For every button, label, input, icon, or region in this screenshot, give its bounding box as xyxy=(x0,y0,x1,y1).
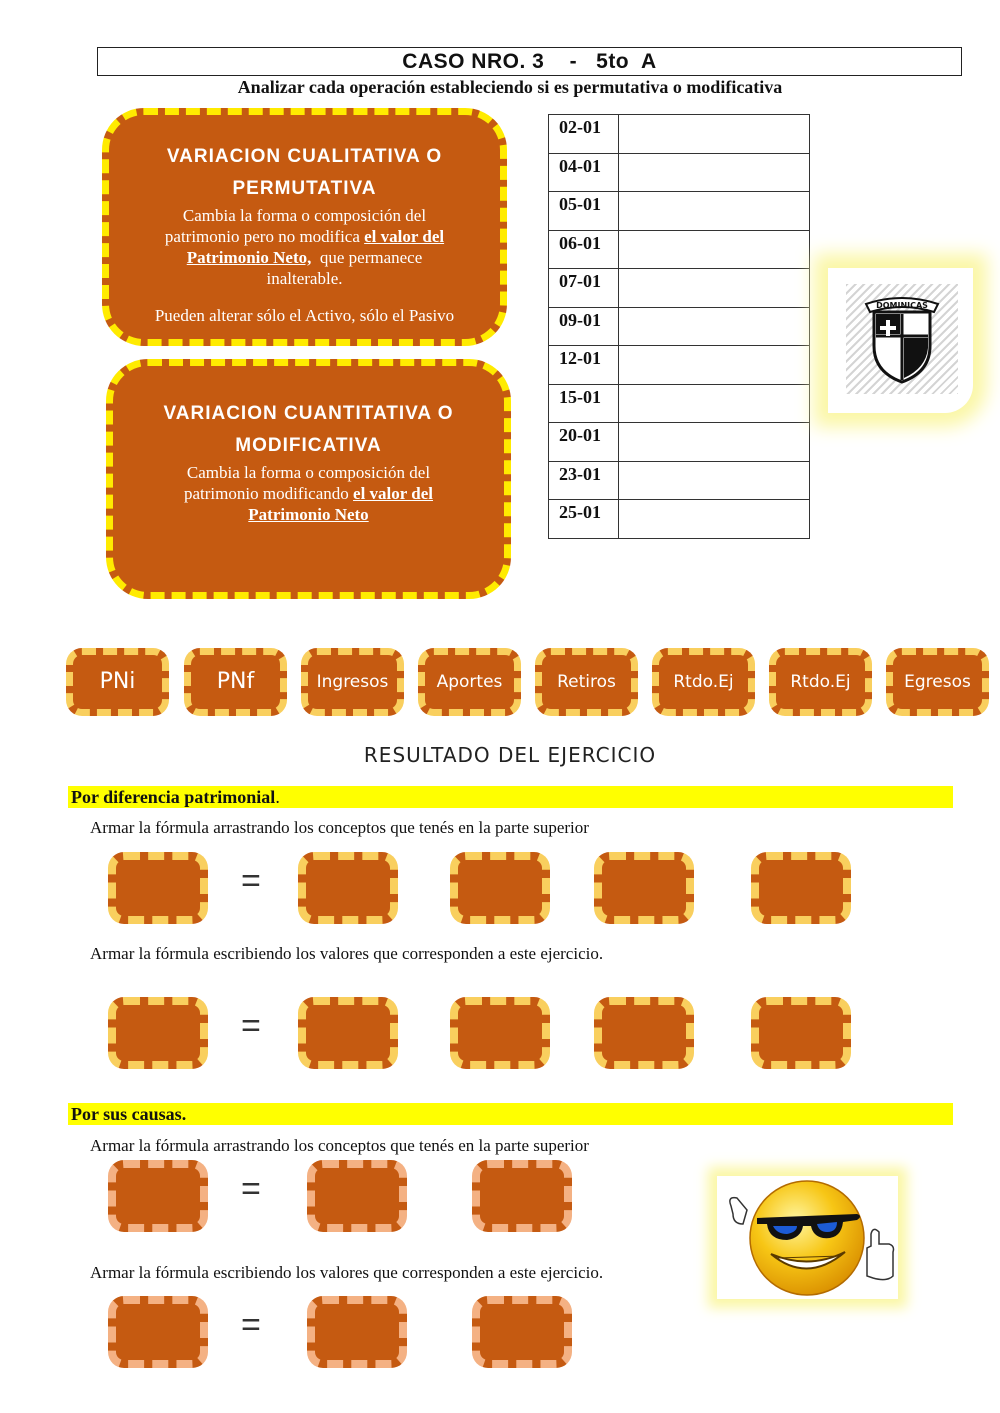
cuantitativa-heading-line1: VARIACION CUANTITATIVA O xyxy=(163,403,454,424)
result-title: RESULTADO DEL EJERCICIO xyxy=(363,743,657,767)
formula-result-slot[interactable] xyxy=(108,997,208,1069)
variacion-cuantitativa-box xyxy=(106,359,511,599)
date-row xyxy=(549,192,810,231)
concept-chip-rtdoej[interactable]: Rtdo.Ej xyxy=(652,648,755,716)
instruction-drag-2: Armar la fórmula arrastrando los conceptos que tenés en la parte superior xyxy=(90,1136,589,1155)
equals-sign: = xyxy=(241,1170,261,1208)
formula-result-slot[interactable] xyxy=(108,1160,208,1232)
date-row xyxy=(549,423,810,462)
date-cell: 25-01 xyxy=(549,500,619,539)
variacion-cualitativa-box xyxy=(102,108,507,346)
date-cell: 06-01 xyxy=(549,230,619,269)
date-row xyxy=(549,384,810,423)
classification-drop-cell[interactable] xyxy=(619,423,810,462)
cualitativa-text: Cambia la forma o composición del patrimonio pero no modifica el valor del Patrimonio Neto, que permanece inalterable. xyxy=(164,206,445,288)
dates-table xyxy=(548,114,810,539)
formula-term-slot[interactable] xyxy=(594,852,694,924)
section-diferencia-patrimonial: Por diferencia patrimonial. xyxy=(68,786,953,808)
date-row xyxy=(549,115,810,154)
classification-drop-cell[interactable] xyxy=(619,153,810,192)
logo-card xyxy=(828,268,973,413)
formula-result-slot[interactable] xyxy=(108,852,208,924)
classification-drop-cell[interactable] xyxy=(619,269,810,308)
instruction-write-2: Armar la fórmula escribiendo los valores que corresponden a este ejercicio. xyxy=(90,1263,604,1282)
page-subtitle: Analizar cada operación estableciendo si es permutativa o modificativa xyxy=(237,77,783,97)
concept-chip-pni[interactable]: PNi xyxy=(66,648,169,716)
cuantitativa-text: Cambia la forma o composición del patrimonio modificando el valor del Patrimonio Neto xyxy=(184,463,433,524)
date-cell: 12-01 xyxy=(549,346,619,385)
concept-chip-aportes[interactable]: Aportes xyxy=(418,648,521,716)
date-row xyxy=(549,346,810,385)
page-title: CASO NRO. 3 - 5to A xyxy=(97,47,962,76)
classification-drop-cell[interactable] xyxy=(619,192,810,231)
formula-term-slot[interactable] xyxy=(298,852,398,924)
formula-term-slot[interactable] xyxy=(450,997,550,1069)
equals-sign: = xyxy=(241,862,261,900)
date-cell: 04-01 xyxy=(549,153,619,192)
classification-drop-cell[interactable] xyxy=(619,500,810,539)
cualitativa-note: Pueden alterar sólo el Activo, sólo el Pasivo xyxy=(154,306,455,325)
classification-drop-cell[interactable] xyxy=(619,461,810,500)
date-cell: 05-01 xyxy=(549,192,619,231)
dominicas-shield-icon xyxy=(846,284,958,394)
instruction-drag-1: Armar la fórmula arrastrando los conceptos que tenés en la parte superior xyxy=(90,818,589,837)
concept-chip-retiros[interactable]: Retiros xyxy=(535,648,638,716)
concept-chip-ingresos[interactable]: Ingresos xyxy=(301,648,404,716)
formula-term-slot[interactable] xyxy=(472,1296,572,1368)
logo-label: DOMINICAS xyxy=(876,301,928,310)
smiley-card xyxy=(717,1176,898,1299)
concept-chip-pnf[interactable]: PNf xyxy=(184,648,287,716)
date-row xyxy=(549,307,810,346)
formula-term-slot[interactable] xyxy=(751,997,851,1069)
date-cell: 20-01 xyxy=(549,423,619,462)
date-row xyxy=(549,269,810,308)
formula-result-slot[interactable] xyxy=(108,1296,208,1368)
classification-drop-cell[interactable] xyxy=(619,230,810,269)
cualitativa-heading-line2: PERMUTATIVA xyxy=(232,178,377,199)
formula-term-slot[interactable] xyxy=(298,997,398,1069)
cool-smiley-thumbs-up-icon xyxy=(717,1176,898,1299)
classification-drop-cell[interactable] xyxy=(619,307,810,346)
date-cell: 07-01 xyxy=(549,269,619,308)
equals-sign: = xyxy=(241,1306,261,1344)
classification-drop-cell[interactable] xyxy=(619,115,810,154)
classification-drop-cell[interactable] xyxy=(619,346,810,385)
date-cell: 09-01 xyxy=(549,307,619,346)
date-cell: 15-01 xyxy=(549,384,619,423)
formula-term-slot[interactable] xyxy=(472,1160,572,1232)
date-cell: 02-01 xyxy=(549,115,619,154)
section-por-sus-causas: Por sus causas. xyxy=(68,1103,953,1125)
formula-term-slot[interactable] xyxy=(450,852,550,924)
formula-term-slot[interactable] xyxy=(307,1160,407,1232)
date-row xyxy=(549,230,810,269)
date-row xyxy=(549,153,810,192)
instruction-write-1: Armar la fórmula escribiendo los valores que corresponden a este ejercicio. xyxy=(90,944,604,963)
cuantitativa-heading-line2: MODIFICATIVA xyxy=(235,435,382,456)
date-cell: 23-01 xyxy=(549,461,619,500)
equals-sign: = xyxy=(241,1007,261,1045)
concept-chip-egresos[interactable]: Egresos xyxy=(886,648,989,716)
formula-term-slot[interactable] xyxy=(751,852,851,924)
cualitativa-heading-line1: VARIACION CUALITATIVA O xyxy=(166,146,443,167)
logo-background xyxy=(846,284,958,394)
classification-drop-cell[interactable] xyxy=(619,384,810,423)
date-row xyxy=(549,461,810,500)
formula-term-slot[interactable] xyxy=(594,997,694,1069)
concept-chip-rtdoej[interactable]: Rtdo.Ej xyxy=(769,648,872,716)
formula-term-slot[interactable] xyxy=(307,1296,407,1368)
date-row xyxy=(549,500,810,539)
